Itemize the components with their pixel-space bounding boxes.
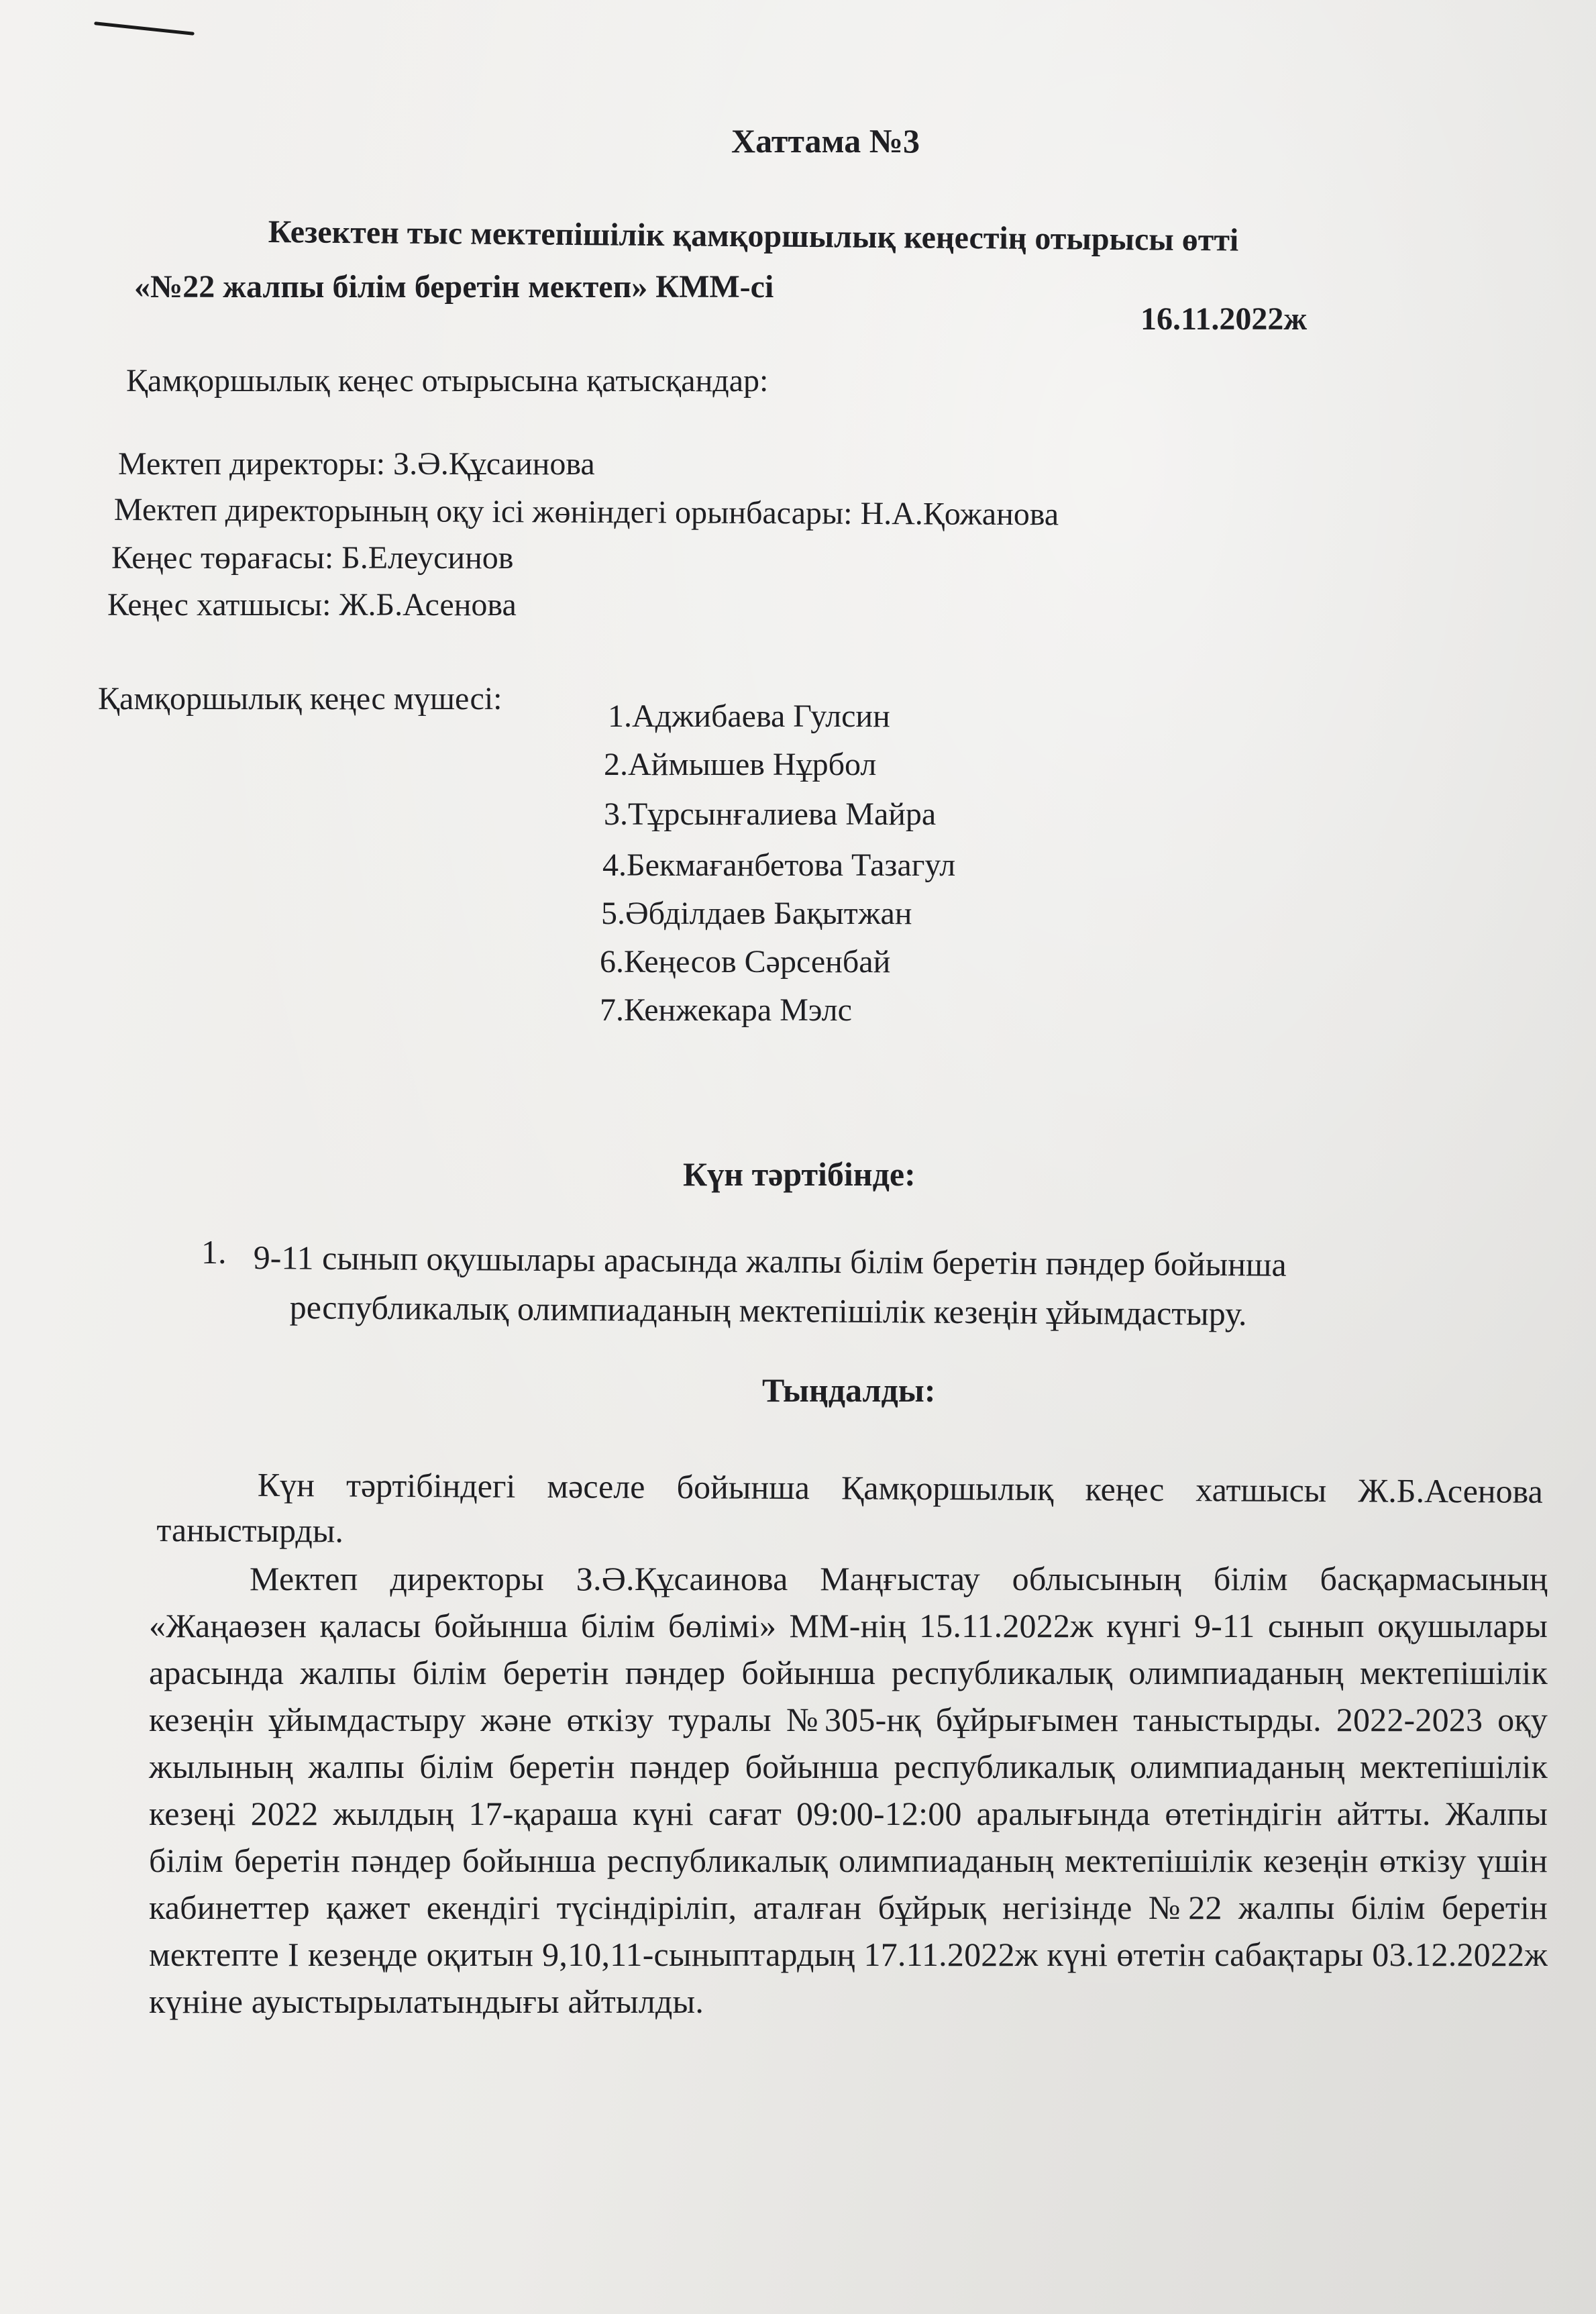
document-title: Хаттама №3: [731, 122, 920, 160]
member-item: 5.Әбділдаев Бақытжан: [601, 896, 912, 931]
members-label: Қамқоршылық кеңес мүшесі:: [98, 681, 502, 717]
member-item: 2.Аймышев Нұрбол: [604, 747, 877, 782]
member-item: 7.Кенжекара Мэлс: [600, 992, 852, 1028]
member-item: 3.Тұрсынғалиева Майра: [604, 796, 937, 832]
paragraph-director: [149, 1555, 1548, 2025]
paragraph-director-text: Мектеп директоры З.Ә.Құсаинова Маңғыстау облысының білім басқармасының «Жаңаөзен қаласы бойынша білім бөлімі» ММ-нің 15.11.2022ж күнгі 9-11 сынып оқушылары арасында жалпы білім беретін пәндер бойынша республикалық олимпиаданың мектепішілік кезеңін ұйымдастыру және өткізу туралы №305-нқ бұйрығымен таныстырды. 2022-2023 оқу жылының жалпы білім беретін пәндер бойынша республикалық олимпиаданың мектепішілік кезеңі 2022 жылдың 17-қараша күні сағат 09:00-12:00 аралығында өтетіндігін айтты. Жалпы білім беретін пәндер бойынша республикалық олимпиаданың мектепішілік кезеңін өткізу үшін кабинеттер қажет екендігі түсіндіріліп, аталған бұйрық негізінде №22 жалпы білім беретін мектепте I кезеңде оқитын 9,10,11-сыныптардың 17.11.2022ж күні өтетін сабақтары 03.12.2022ж күніне ауыстырылатындығы айтылды.: [149, 1560, 1548, 2020]
agenda-item-line1: 9-11 сынып оқушылары арасында жалпы білім беретін пәндер бойынша: [253, 1239, 1287, 1283]
member-item: 1.Аджибаева Гулсин: [608, 698, 890, 734]
official-director: Мектеп директоры: З.Ә.Құсаинова: [118, 446, 595, 482]
agenda-item-number: 1.: [201, 1233, 227, 1271]
agenda-heading: Күн тәртібінде:: [683, 1155, 916, 1193]
paragraph-secretary-text: Күн тәртібіндегі мәселе бойынша Қамқоршылық кеңес хатшысы Ж.Б.Асенова таныстырды.: [156, 1465, 1543, 1550]
document-date: 16.11.2022ж: [1140, 301, 1308, 337]
heard-heading: Тыңдалды:: [762, 1371, 936, 1409]
paragraph-secretary: [156, 1461, 1543, 1560]
official-deputy-director: Мектеп директорының оқу ісі жөніндегі орынбасары: Н.А.Қожанова: [113, 492, 1059, 533]
member-item: 6.Кеңесов Сәрсенбай: [600, 944, 891, 980]
agenda-item-line2: республикалық олимпиаданың мектепішілік кезеңін ұйымдастыру.: [289, 1288, 1247, 1332]
official-secretary: Кеңес хатшысы: Ж.Б.Асенова: [107, 587, 517, 623]
organization-name: «№22 жалпы білім беретін мектеп» КММ-сі: [134, 269, 774, 305]
document-subtitle: Кезектен тыс мектепішілік қамқоршылық кеңестің отырысы өтті: [268, 213, 1239, 258]
official-chairman: Кеңес төрағасы: Б.Елеусинов: [111, 540, 514, 576]
pen-mark: [94, 21, 195, 36]
member-item: 4.Бекмағанбетова Тазагул: [602, 847, 956, 883]
attendees-heading: Қамқоршылық кеңес отырысына қатысқандар:: [126, 363, 769, 399]
